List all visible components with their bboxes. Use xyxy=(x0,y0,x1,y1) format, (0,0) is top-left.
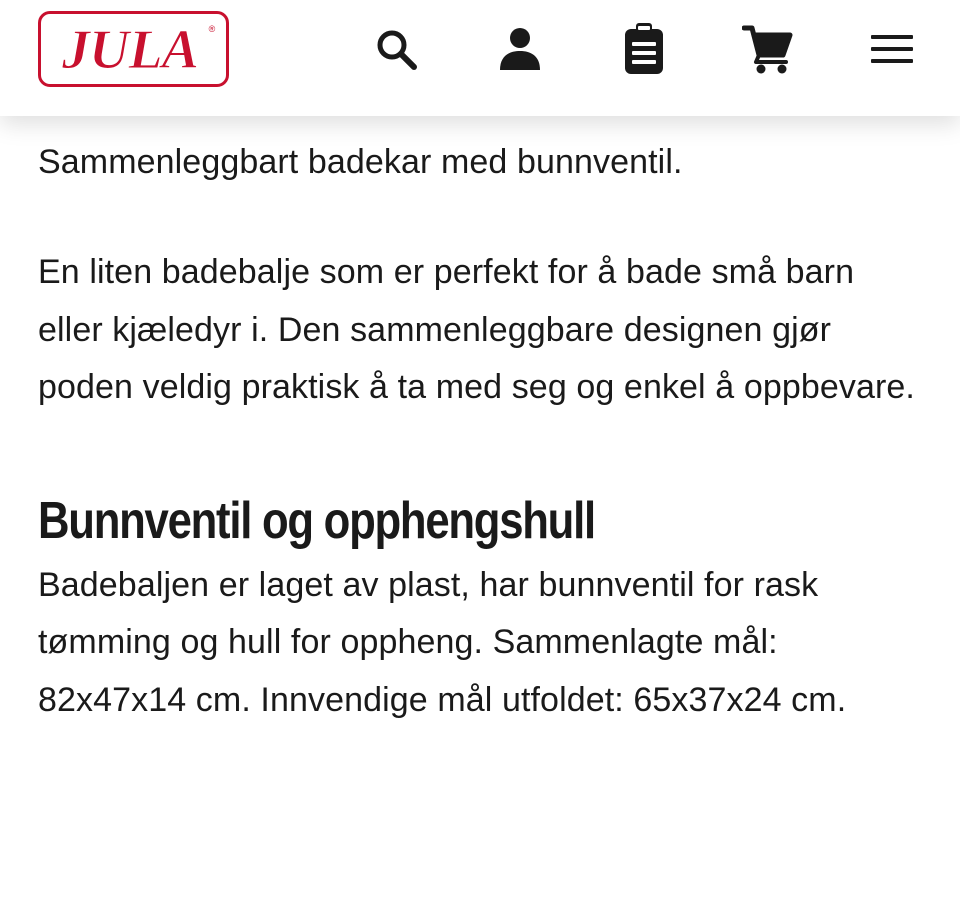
menu-button[interactable] xyxy=(866,22,918,76)
section-paragraph: Badebaljen er laget av plast, har bunnventil for rask tømming og hull for oppheng. Sammenlagte mål: 82x47x14 cm. Innvendige mål utfoldet: 65x37x24 cm. xyxy=(38,565,847,719)
hamburger-menu-icon xyxy=(868,25,916,73)
search-button[interactable] xyxy=(370,22,422,76)
description-paragraph: En liten badebalje som er perfekt for å bade små barn eller kjæledyr i. Den sammenleggbare designen gjør poden veldig praktisk å ta med seg og enkel å oppbevare. xyxy=(38,253,915,406)
jula-logo[interactable] xyxy=(38,11,229,87)
logo-text: JULA xyxy=(62,19,198,80)
section-heading: Bunnventil og opphengshull xyxy=(38,491,595,550)
cart-button[interactable] xyxy=(742,22,794,76)
site-header xyxy=(0,0,960,116)
product-intro: Sammenleggbart badekar med bunnventil. xyxy=(38,143,683,181)
clipboard-list-icon xyxy=(620,22,668,76)
product-description xyxy=(38,116,922,729)
shopping-list-button[interactable] xyxy=(618,22,670,76)
account-button[interactable] xyxy=(494,22,546,76)
search-icon xyxy=(372,25,420,73)
logo-inner xyxy=(45,18,222,80)
jula-logo-wordmark xyxy=(46,18,221,80)
cart-icon xyxy=(742,23,794,75)
user-icon xyxy=(496,25,544,73)
registered-mark: ® xyxy=(208,24,216,34)
